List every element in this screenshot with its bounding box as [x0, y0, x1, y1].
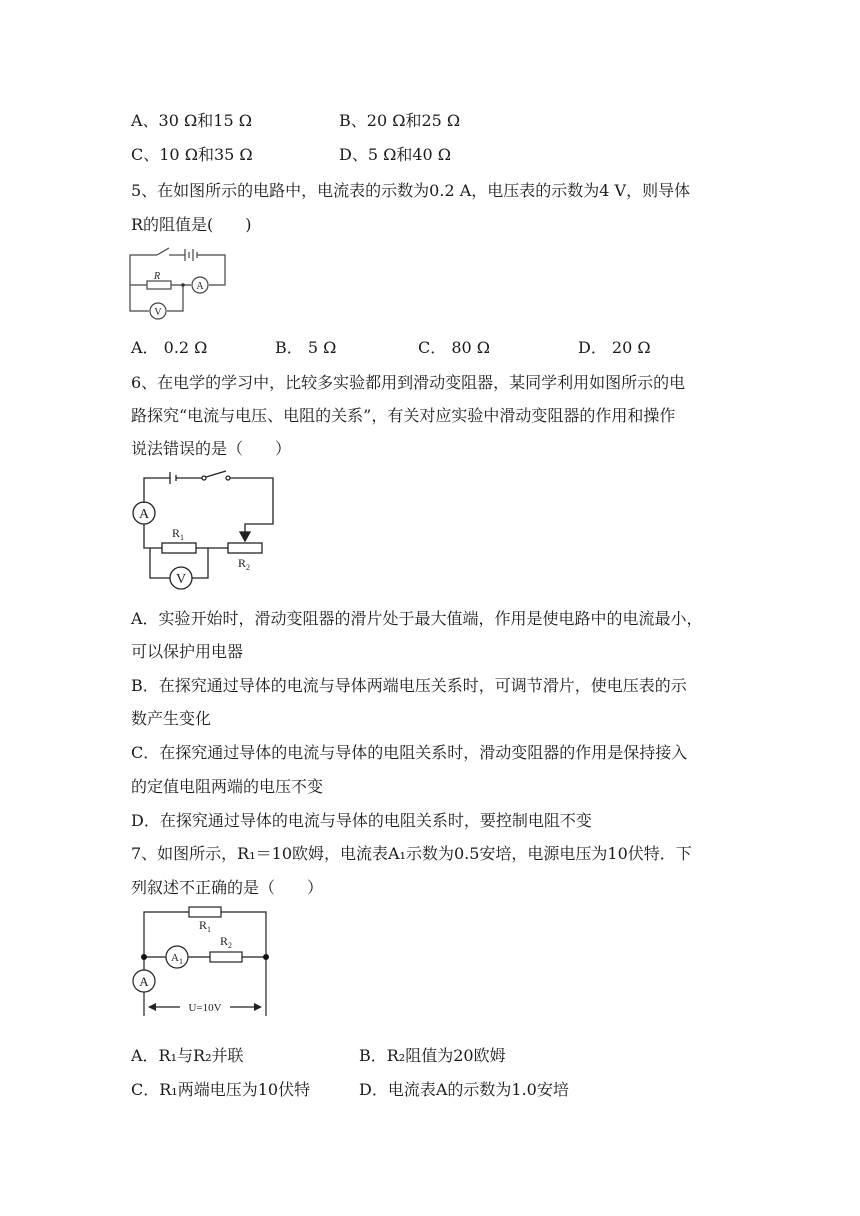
q4-option-b: B、20 Ω和25 Ω [339, 111, 461, 130]
q6-option-c-line2: 的定值电阻两端的电压不变 [131, 777, 324, 796]
q6-stem-line3: 说法错误的是（ ） [131, 439, 292, 458]
q7-stem-line2: 列叙述不正确的是（ ） [131, 878, 324, 897]
q6-voltmeter-label: V [175, 572, 187, 587]
q6-ammeter-label: A [138, 507, 150, 522]
q7-r2-label: $R_2$ [219, 934, 233, 950]
q7-voltage-label: U=10V [188, 1002, 222, 1014]
q6-option-a-line2: 可以保护用电器 [131, 642, 244, 661]
q4-option-d: D、5 Ω和40 Ω [339, 145, 452, 164]
q5-stem-line2: R的阻值是( ) [131, 215, 252, 234]
q5-option-b: B． 5 Ω [275, 338, 337, 357]
q7-r1-label: $R_1$ [198, 918, 212, 934]
q6-option-b-line2: 数产生变化 [131, 709, 212, 728]
q7-ammeter-label: A [139, 974, 149, 989]
q5-option-c: C． 80 Ω [418, 338, 491, 357]
q5-resistor-label: R [153, 271, 161, 282]
q6-stem-line2: 路探究“电流与电压、电阻的关系”，有关对应实验中滑动变阻器的作用和操作 [131, 406, 676, 425]
q5-voltmeter-label: V [154, 307, 162, 318]
q7-stem-line1: 7、如图所示，R₁＝10欧姆，电流表A₁示数为0.5安培，电源电压为10伏特．下 [131, 844, 692, 863]
q5-ammeter-label: A [196, 281, 204, 292]
q5-stem-line1: 5、在如图所示的电路中，电流表的示数为0.2 A，电压表的示数为4 V，则导体 [131, 181, 691, 200]
q5-circuit-diagram [125, 243, 235, 323]
q7-option-b: B．R₂阻值为20欧姆 [359, 1046, 506, 1065]
q7-circuit-diagram [126, 902, 276, 1022]
q6-option-c-line1: C．在探究通过导体的电流与导体的电阻关系时，滑动变阻器的作用是保持接入 [131, 743, 688, 762]
q7-option-a: A．R₁与R₂并联 [131, 1046, 244, 1065]
q6-option-b-line1: B．在探究通过导体的电流与导体两端电压关系时，可调节滑片，使电压表的示 [131, 676, 687, 695]
q5-option-d: D． 20 Ω [578, 338, 651, 357]
q6-option-d: D．在探究通过导体的电流与导体的电阻关系时，要控制电阻不变 [131, 811, 592, 830]
q4-option-c: C、10 Ω和35 Ω [131, 145, 253, 164]
q7-option-d: D．电流表A的示数为1.0安培 [359, 1080, 569, 1099]
q6-r2-label: $R_2$ [237, 556, 251, 572]
q6-r1-label: $R_1$ [171, 526, 185, 542]
q6-circuit-diagram [128, 470, 288, 595]
q5-option-a: A． 0.2 Ω [131, 338, 208, 357]
q6-stem-line1: 6、在电学的学习中，比较多实验都用到滑动变阻器，某同学利用如图所示的电 [131, 373, 686, 392]
q6-option-a-line1: A．实验开始时，滑动变阻器的滑片处于最大值端，作用是使电路中的电流最小， [131, 609, 703, 628]
q7-a1-label: $A_1$ [171, 952, 183, 966]
q7-option-c: C．R₁两端电压为10伏特 [131, 1080, 311, 1099]
q4-option-a: A、30 Ω和15 Ω [131, 111, 252, 130]
